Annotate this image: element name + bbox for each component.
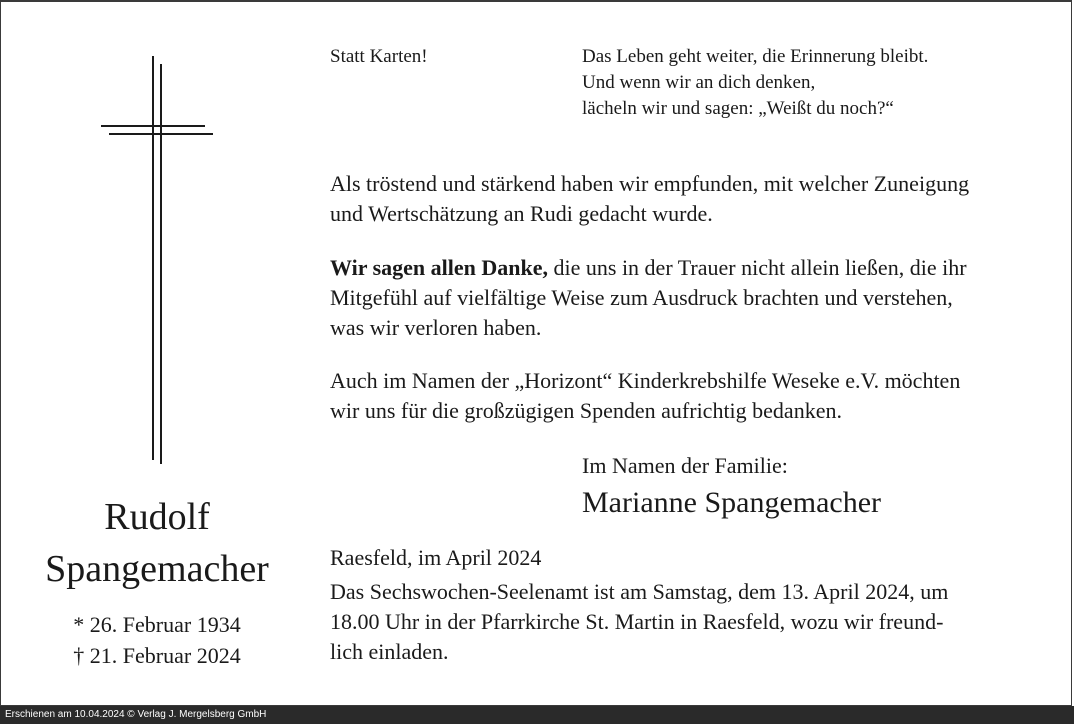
- gratitude-paragraph: Als tröstend und stärkend haben wir empfunden, mit welcher Zuneigung und Wertschätzung an Rudi gedacht wurde.: [330, 171, 970, 226]
- death-date: † 21. Februar 2024: [73, 643, 241, 668]
- thanks-bold: Wir sagen allen Danke,: [330, 255, 548, 280]
- deceased-last-name: Spangemacher: [45, 548, 269, 590]
- poem-line: Und wenn wir an dich denken,: [582, 72, 816, 93]
- service-info: Das Sechswochen-Seelenamt ist am Samstag, dem 13. April 2024, um 18.00 Uhr in der Pfarrkirche St. Martin in Raesfeld, wozu wir freund- lich einladen.: [330, 579, 949, 664]
- donation-paragraph: Auch im Namen der „Horizont“ Kinderkrebshilfe Weseke e.V. möchten wir uns für die großzügigen Spenden aufrichtig bedanken.: [330, 368, 961, 423]
- cross-icon: [101, 56, 215, 464]
- publication-footer: Erschienen am 10.04.2024 © Verlag J. Mergelsberg GmbH: [0, 706, 1074, 724]
- thanks-paragraph: Wir sagen allen Danke, die uns in der Trauer nicht allein ließen, die ihr Mitgefühl auf vielfältige Weise zum Ausdruck brachten und verstehen, was wir verloren haben.: [330, 255, 967, 340]
- place-date: Raesfeld, im April 2024: [330, 545, 542, 570]
- signature-intro: Im Namen der Familie:: [582, 453, 788, 478]
- statt-karten: Statt Karten!: [330, 46, 428, 67]
- signature-name: Marianne Spangemacher: [582, 486, 882, 519]
- deceased-first-name: Rudolf: [104, 496, 210, 538]
- poem-line: lächeln wir und sagen: „Weißt du noch?“: [582, 98, 894, 119]
- birth-date: * 26. Februar 1934: [73, 612, 241, 637]
- poem: [582, 44, 928, 122]
- poem-line: Das Leben geht weiter, die Erinnerung bleibt.: [582, 46, 929, 67]
